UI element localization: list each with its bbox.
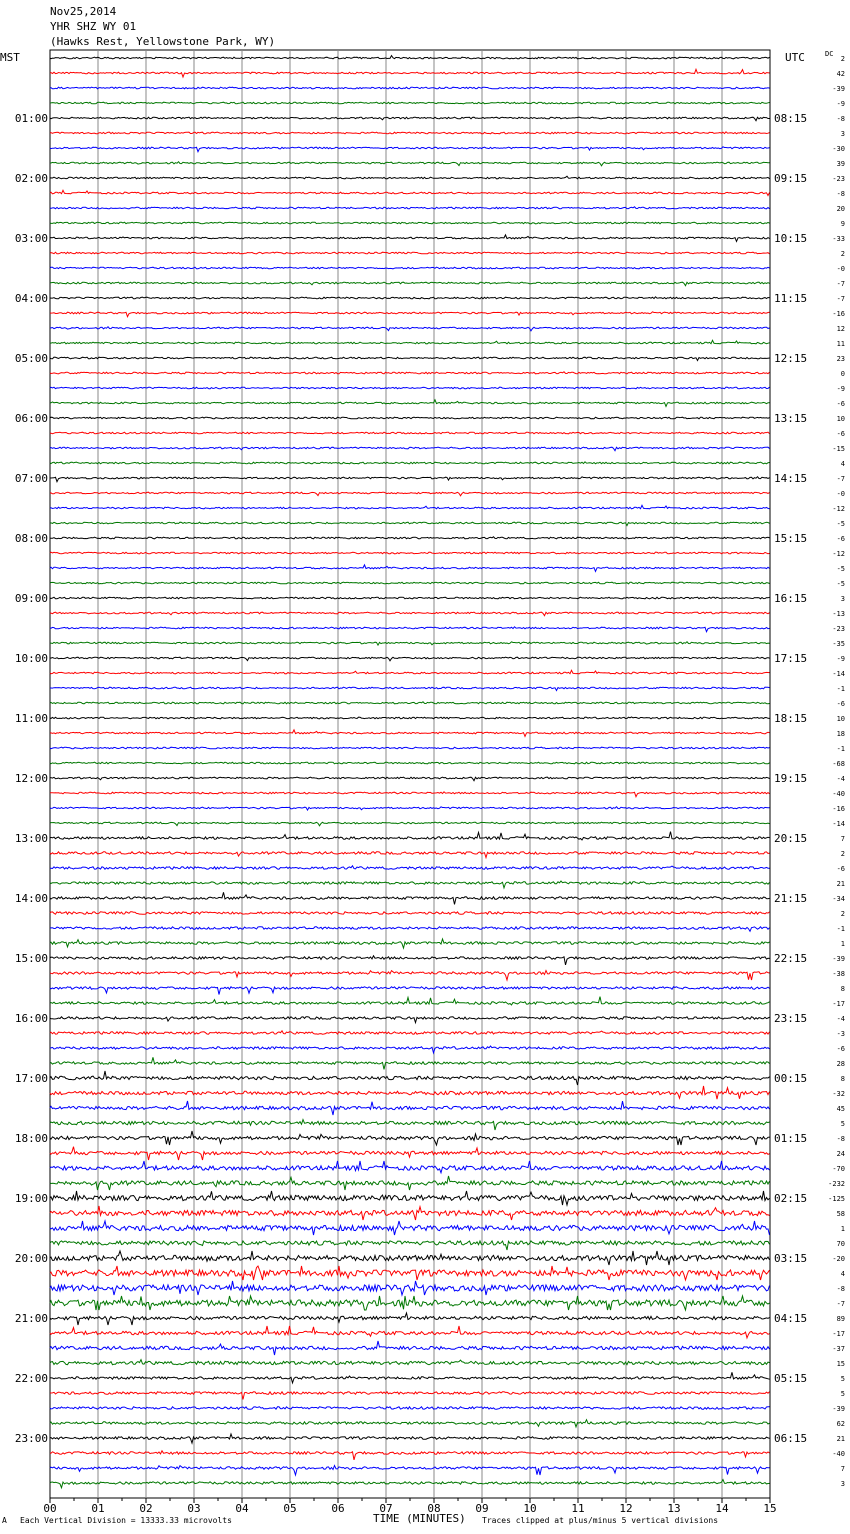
dc-offset-row-29: -0 [836,490,845,498]
dc-offset-row-91: 62 [836,1420,845,1428]
trace-row-8 [50,176,770,179]
dc-offset-row-74: -70 [832,1165,845,1173]
trace-row-86 [50,1341,770,1355]
mst-hour-label-1300: 13:00 [14,832,48,845]
x-tick-label-06: 06 [331,1502,345,1515]
trace-row-81 [50,1266,770,1280]
x-tick-label-03: 03 [187,1502,201,1515]
dc-offset-row-10: 20 [836,205,845,213]
dc-offset-row-58: -1 [836,925,845,933]
x-tick-label-01: 01 [91,1502,105,1515]
chart-location: (Hawks Rest, Yellowstone Park, WY) [50,35,276,48]
mst-hour-label-0700: 07:00 [14,472,48,485]
trace-row-19 [50,340,770,344]
trace-row-26 [50,447,770,451]
trace-row-25 [50,432,770,434]
right-timezone-label: UTC [785,51,805,64]
utc-hour-label-0915: 09:15 [774,172,808,185]
dc-offset-row-64: -4 [836,1015,845,1023]
mst-hour-label-1200: 12:00 [14,772,48,785]
trace-row-89 [50,1392,770,1400]
trace-row-90 [50,1407,770,1409]
mst-hour-label-2000: 20:00 [14,1252,48,1265]
dc-offset-row-12: -33 [832,235,845,243]
dc-offset-row-68: 8 [840,1075,845,1083]
trace-row-67 [50,1057,770,1069]
trace-row-3 [50,102,770,104]
dc-offset-row-6: -30 [832,145,845,153]
trace-row-49 [50,792,770,797]
dc-offset-row-37: -13 [832,610,845,618]
trace-row-71 [50,1120,770,1130]
dc-offset-row-40: -9 [836,655,845,663]
trace-row-84 [50,1313,770,1325]
dc-offset-row-26: -15 [832,445,845,453]
trace-row-74 [50,1161,770,1173]
trace-row-59 [50,939,770,948]
trace-row-50 [50,807,770,810]
dc-offset-row-59: 1 [840,940,845,948]
x-tick-label-12: 12 [619,1502,633,1515]
dc-offset-row-0: 2 [840,55,845,63]
footer-clip-note: Traces clipped at plus/minus 5 vertical divisions [482,1516,719,1525]
trace-row-82 [50,1281,770,1295]
dc-offset-row-92: 21 [836,1435,845,1443]
trace-row-54 [50,866,770,869]
left-timezone-label: MST [0,51,20,64]
x-tick-label-13: 13 [667,1502,681,1515]
trace-row-13 [50,252,770,254]
trace-row-88 [50,1372,770,1383]
dc-header-label: DC [825,50,834,58]
dc-offset-row-38: -23 [832,625,845,633]
dc-offset-row-53: 2 [840,850,845,858]
trace-row-94 [50,1466,770,1476]
utc-hour-label-0415: 04:15 [774,1312,808,1325]
utc-hour-label-0815: 08:15 [774,112,808,125]
trace-row-80 [50,1251,770,1265]
trace-row-14 [50,267,770,269]
dc-offset-row-75: -232 [828,1180,845,1188]
trace-row-45 [50,730,770,737]
dc-offset-row-73: 24 [836,1150,845,1158]
dc-offset-row-94: 7 [840,1465,845,1473]
trace-row-93 [50,1451,770,1460]
trace-row-27 [50,462,770,464]
trace-row-35 [50,582,770,584]
dc-offset-row-83: -7 [836,1300,845,1308]
utc-hour-label-1015: 10:15 [774,232,808,245]
trace-row-92 [50,1434,770,1443]
trace-row-57 [50,912,770,914]
dc-offset-row-56: -34 [832,895,845,903]
dc-offset-row-77: 58 [836,1210,845,1218]
dc-offset-row-52: 7 [840,835,845,843]
footer-scale: Each Vertical Division = 13333.33 microvolts [20,1516,232,1525]
dc-offset-row-19: 11 [836,340,845,348]
trace-row-40 [50,657,770,661]
x-tick-label-15: 15 [763,1502,777,1515]
mst-hour-label-0200: 02:00 [14,172,48,185]
trace-row-75 [50,1176,770,1190]
utc-hour-label-0015: 00:15 [774,1072,808,1085]
trace-row-15 [50,282,770,286]
dc-offset-row-67: 28 [836,1060,845,1068]
dc-offset-row-5: 3 [840,130,845,138]
dc-offset-row-13: 2 [840,250,845,258]
dc-offset-row-39: -35 [832,640,845,648]
trace-row-1 [50,69,770,77]
trace-row-9 [50,190,770,195]
dc-offset-row-93: -40 [832,1450,845,1458]
dc-offset-row-57: 2 [840,910,845,918]
dc-offset-row-70: 45 [836,1105,845,1113]
dc-offset-row-11: 9 [840,220,845,228]
dc-offset-row-17: -16 [832,310,845,318]
mst-hour-label-2200: 22:00 [14,1372,48,1385]
dc-offset-row-43: -6 [836,700,845,708]
dc-offset-row-69: -32 [832,1090,845,1098]
mst-hour-label-1600: 16:00 [14,1012,48,1025]
trace-row-10 [50,207,770,209]
dc-offset-row-95: 3 [840,1480,845,1488]
trace-row-22 [50,387,770,389]
dc-offset-row-71: 5 [840,1120,845,1128]
utc-hour-label-1115: 11:15 [774,292,808,305]
trace-row-11 [50,222,770,224]
trace-row-0 [50,56,770,59]
trace-row-60 [50,956,770,965]
plot-frame [50,50,770,1498]
dc-offset-row-14: -0 [836,265,845,273]
trace-row-28 [50,477,770,482]
dc-offset-row-47: -68 [832,760,845,768]
dc-offset-row-50: -16 [832,805,845,813]
dc-offset-row-20: 23 [836,355,845,363]
mst-hour-label-0300: 03:00 [14,232,48,245]
dc-offset-row-81: 4 [840,1270,845,1278]
dc-offset-row-85: -17 [832,1330,845,1338]
dc-offset-row-60: -39 [832,955,845,963]
trace-row-2 [50,87,770,89]
dc-offset-row-2: -39 [832,85,845,93]
dc-offset-row-3: -9 [836,100,845,108]
trace-row-37 [50,612,770,616]
trace-row-17 [50,312,770,317]
dc-offset-row-65: -3 [836,1030,845,1038]
trace-row-55 [50,881,770,888]
x-tick-label-09: 09 [475,1502,489,1515]
dc-offset-row-35: -5 [836,580,845,588]
dc-offset-row-51: -14 [832,820,845,828]
trace-row-58 [50,927,770,932]
corner-mark: A [2,1516,7,1525]
dc-offset-row-32: -6 [836,535,845,543]
mst-hour-label-1100: 11:00 [14,712,48,725]
trace-row-69 [50,1086,770,1099]
dc-offset-row-45: 18 [836,730,845,738]
trace-row-42 [50,687,770,690]
trace-row-33 [50,552,770,554]
trace-row-41 [50,670,770,674]
trace-row-31 [50,522,770,525]
dc-offset-row-62: 8 [840,985,845,993]
dc-offset-row-80: -20 [832,1255,845,1263]
trace-row-39 [50,642,770,645]
trace-row-32 [50,537,770,539]
mst-hour-label-0800: 08:00 [14,532,48,545]
dc-offset-row-61: -38 [832,970,845,978]
trace-row-23 [50,400,770,407]
dc-offset-row-22: -9 [836,385,845,393]
utc-hour-label-1315: 13:15 [774,412,808,425]
x-tick-label-02: 02 [139,1502,153,1515]
dc-offset-row-31: -5 [836,520,845,528]
dc-offset-row-87: 15 [836,1360,845,1368]
trace-row-16 [50,297,770,299]
trace-row-53 [50,852,770,858]
trace-row-48 [50,777,770,781]
dc-offset-row-72: -8 [836,1135,845,1143]
trace-row-21 [50,372,770,374]
utc-hour-label-1615: 16:15 [774,592,808,605]
utc-hour-label-0315: 03:15 [774,1252,808,1265]
mst-hour-label-0500: 05:00 [14,352,48,365]
dc-offset-row-1: 42 [836,70,845,78]
dc-offset-row-34: -5 [836,565,845,573]
utc-hour-label-1515: 15:15 [774,532,808,545]
utc-hour-label-2115: 21:15 [774,892,808,905]
dc-offset-row-25: -6 [836,430,845,438]
dc-offset-row-55: 21 [836,880,845,888]
trace-row-85 [50,1326,770,1338]
trace-row-24 [50,417,770,419]
dc-offset-row-23: -6 [836,400,845,408]
trace-row-76 [50,1191,770,1205]
dc-offset-row-63: -17 [832,1000,845,1008]
trace-row-47 [50,762,770,764]
dc-offset-row-42: -1 [836,685,845,693]
mst-hour-label-2100: 21:00 [14,1312,48,1325]
trace-row-61 [50,971,770,981]
dc-offset-row-54: -6 [836,865,845,873]
trace-row-29 [50,492,770,496]
dc-offset-row-84: 89 [836,1315,845,1323]
x-tick-label-05: 05 [283,1502,297,1515]
trace-row-18 [50,327,770,331]
x-tick-label-07: 07 [379,1502,393,1515]
trace-row-63 [50,997,770,1005]
mst-hour-label-1000: 10:00 [14,652,48,665]
trace-row-12 [50,235,770,242]
x-tick-label-14: 14 [715,1502,729,1515]
dc-offset-row-15: -7 [836,280,845,288]
dc-offset-row-21: 0 [840,370,845,378]
dc-offset-row-78: 1 [840,1225,845,1233]
dc-offset-row-9: -8 [836,190,845,198]
dc-offset-row-76: -125 [828,1195,845,1203]
trace-row-72 [50,1131,770,1145]
trace-row-36 [50,597,770,599]
dc-offset-row-8: -23 [832,175,845,183]
mst-hour-label-0100: 01:00 [14,112,48,125]
mst-hour-label-1700: 17:00 [14,1072,48,1085]
chart-station: YHR SHZ WY 01 [50,20,137,33]
dc-offset-row-46: -1 [836,745,845,753]
mst-hour-label-0600: 06:00 [14,412,48,425]
trace-row-91 [50,1420,770,1427]
trace-row-43 [50,702,770,704]
dc-offset-row-41: -14 [832,670,845,678]
trace-row-6 [50,147,770,152]
trace-row-4 [50,117,770,121]
utc-hour-label-2315: 23:15 [774,1012,808,1025]
dc-offset-row-27: 4 [840,460,845,468]
x-tick-label-11: 11 [571,1502,585,1515]
dc-offset-row-48: -4 [836,775,845,783]
dc-offset-row-79: 70 [836,1240,845,1248]
trace-row-38 [50,627,770,632]
mst-hour-label-1500: 15:00 [14,952,48,965]
x-tick-label-10: 10 [523,1502,537,1515]
dc-offset-row-33: -12 [832,550,845,558]
utc-hour-label-1815: 18:15 [774,712,808,725]
dc-offset-row-89: 5 [840,1390,845,1398]
utc-hour-label-1215: 12:15 [774,352,808,365]
trace-row-7 [50,162,770,166]
mst-hour-label-1900: 19:00 [14,1192,48,1205]
dc-offset-row-7: 39 [836,160,845,168]
trace-row-46 [50,747,770,749]
trace-row-30 [50,505,770,509]
utc-hour-label-0515: 05:15 [774,1372,808,1385]
trace-row-70 [50,1101,770,1115]
utc-hour-label-2015: 20:15 [774,832,808,845]
utc-hour-label-0615: 06:15 [774,1432,808,1445]
trace-row-44 [50,717,770,719]
dc-offset-row-66: -6 [836,1045,845,1053]
mst-hour-label-1800: 18:00 [14,1132,48,1145]
trace-row-64 [50,1017,770,1023]
trace-row-65 [50,1031,770,1034]
utc-hour-label-2215: 22:15 [774,952,808,965]
trace-row-51 [50,822,770,826]
trace-row-5 [50,132,770,134]
utc-hour-label-0115: 01:15 [774,1132,808,1145]
trace-row-79 [50,1241,770,1250]
trace-row-62 [50,987,770,995]
utc-hour-label-0215: 02:15 [774,1192,808,1205]
dc-offset-row-44: 10 [836,715,845,723]
dc-offset-row-18: 12 [836,325,845,333]
chart-date: Nov25,2014 [50,5,117,18]
trace-row-73 [50,1147,770,1160]
trace-row-95 [50,1480,770,1488]
dc-offset-row-82: -8 [836,1285,845,1293]
utc-hour-label-1715: 17:15 [774,652,808,665]
dc-offset-row-49: -40 [832,790,845,798]
trace-row-34 [50,565,770,572]
mst-hour-label-1400: 14:00 [14,892,48,905]
utc-hour-label-1415: 14:15 [774,472,808,485]
mst-hour-label-0900: 09:00 [14,592,48,605]
dc-offset-row-88: 5 [840,1375,845,1383]
mst-hour-label-2300: 23:00 [14,1432,48,1445]
trace-row-20 [50,357,770,360]
x-tick-label-08: 08 [427,1502,441,1515]
dc-offset-row-16: -7 [836,295,845,303]
trace-row-87 [50,1360,770,1365]
trace-row-83 [50,1296,770,1310]
dc-offset-row-4: -8 [836,115,845,123]
dc-offset-row-24: 10 [836,415,845,423]
dc-offset-row-28: -7 [836,475,845,483]
mst-hour-label-0400: 04:00 [14,292,48,305]
trace-row-66 [50,1046,770,1053]
trace-row-78 [50,1221,770,1235]
dc-offset-row-36: 3 [840,595,845,603]
x-tick-label-04: 04 [235,1502,249,1515]
dc-offset-row-30: -12 [832,505,845,513]
dc-offset-row-86: -37 [832,1345,845,1353]
trace-row-77 [50,1206,770,1220]
footer-axis-label: TIME (MINUTES) [373,1512,466,1525]
utc-hour-label-1915: 19:15 [774,772,808,785]
trace-row-52 [50,832,770,840]
trace-row-68 [50,1071,770,1085]
dc-offset-row-90: -39 [832,1405,845,1413]
x-tick-label-00: 00 [43,1502,57,1515]
trace-row-56 [50,892,770,904]
